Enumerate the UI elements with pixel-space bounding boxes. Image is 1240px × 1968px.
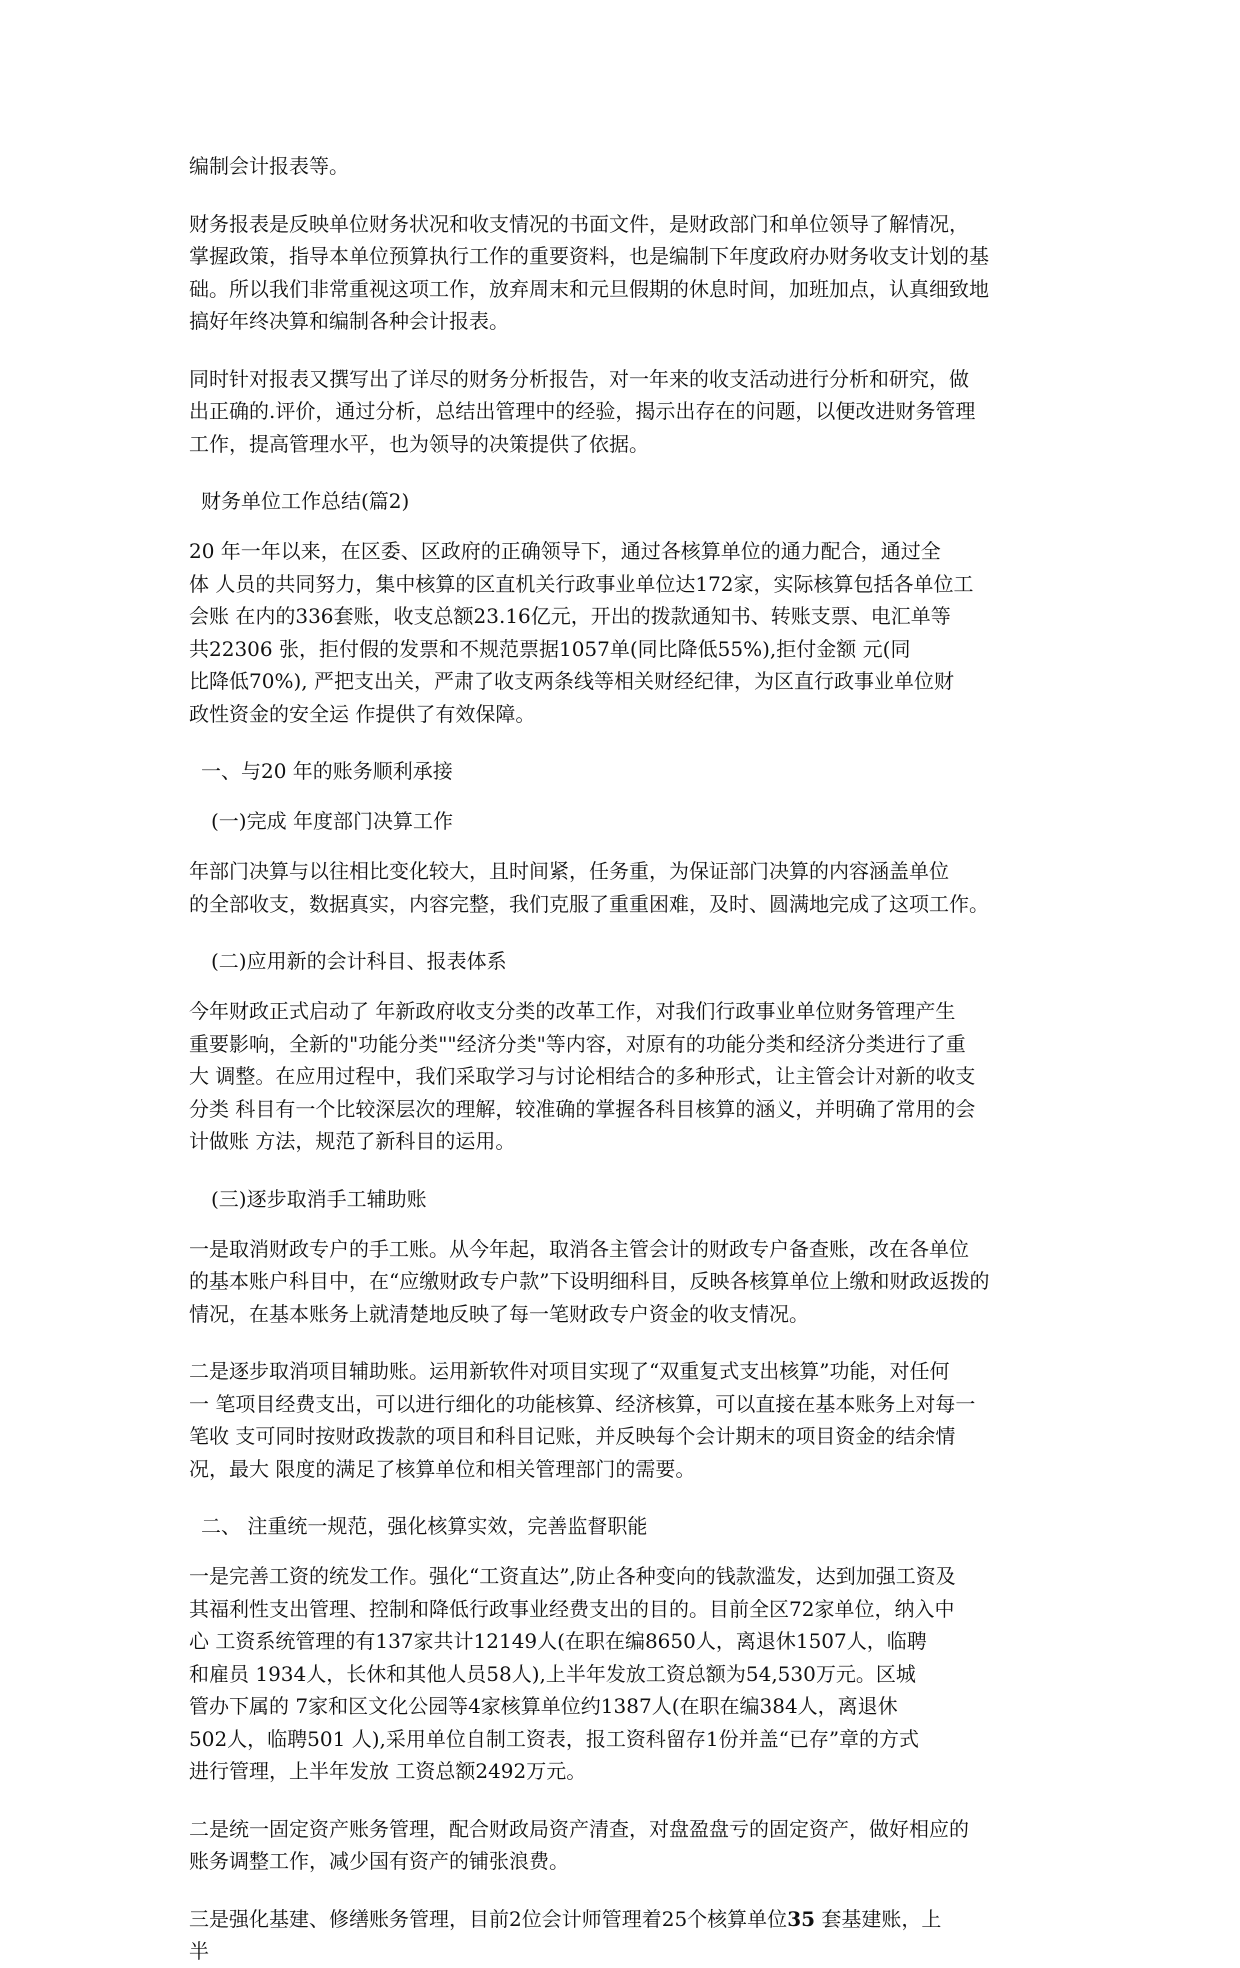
paragraph <box>189 855 1060 920</box>
paragraph-line: 财务报表是反映单位财务状况和收支情况的书面文件，是财政部门和单位领导了解情况， <box>189 211 969 236</box>
paragraph-line: 情况，在基本账务上就清楚地反映了每一笔财政专户资金的收支情况。 <box>189 1301 809 1326</box>
paragraph-line: 同时针对报表又撰写出了详尽的财务分析报告，对一年来的收支活动进行分析和研究，做 <box>189 366 969 391</box>
paragraph-line: 的基本账户科目中，在“应缴财政专户款”下设明细科目，反映各核算单位上缴和财政返拨的 <box>189 1269 990 1293</box>
paragraph-line: 心 工资系统管理的有137家共计12149人(在职在编8650人，离退休1507人，临聘 <box>189 1629 927 1653</box>
paragraph <box>189 363 1060 461</box>
bold-number: 35 <box>787 1906 816 1931</box>
paragraph-line: 计做账 方法，规范了新科目的运用。 <box>189 1129 516 1153</box>
paragraph-line: 础。所以我们非常重视这项工作，放弃周末和元旦假期的休息时间，加班加点，认真细致地 <box>189 276 989 301</box>
paragraph-line: 进行管理，上半年发放 工资总额2492万元。 <box>189 1759 587 1783</box>
paragraph-line: 今年财政正式启动了 年新政府收支分类的改革工作，对我们行政事业单位财务管理产生 <box>189 999 956 1023</box>
paragraph-line: 二是统一固定资产账务管理，配合财政局资产清查，对盘盈盘亏的固定资产，做好相应的 <box>189 1816 969 1841</box>
paragraph <box>189 1355 1060 1485</box>
paragraph-line: 体 人员的共同努力，集中核算的区直机关行政事业单位达172家，实际核算包括各单位工 <box>189 571 974 596</box>
paragraph-line: 分类 科目有一个比较深层次的理解，较准确的掌握各科目核算的涵义，并明确了常用的会 <box>189 1096 976 1121</box>
paragraph-line: 笔收 支可同时按财政拨款的项目和科目记账，并反映每个会计期末的项目资金的结余情 <box>189 1424 956 1448</box>
paragraph <box>189 1233 1060 1331</box>
paragraph-line: 一 笔项目经费支出，可以进行细化的功能核算、经济核算，可以直接在基本账务上对每一 <box>189 1391 976 1416</box>
paragraph <box>189 208 1060 338</box>
section-heading: (三)逐步取消手工辅助账 <box>211 1186 427 1211</box>
paragraph <box>189 1560 1060 1788</box>
paragraph-line: 的全部收支，数据真实，内容完整，我们克服了重重困难，及时、圆满地完成了这项工作。 <box>189 891 989 916</box>
section-heading: (二)应用新的会计科目、报表体系 <box>211 949 507 973</box>
paragraph-line: 工作，提高管理水平，也为领导的决策提供了依据。 <box>189 431 649 456</box>
paragraph <box>189 995 1060 1158</box>
paragraph-line: 一是完善工资的统发工作。强化“工资直达”,防止各种变向的钱款滥发，达到加强工资及 <box>189 1564 956 1588</box>
paragraph-line: 共22306 张，拒付假的发票和不规范票据1057单(同比降低55%),拒付金额 元(同 <box>189 636 911 661</box>
paragraph-line: 502人，临聘501 人),采用单位自制工资表，报工资科留存1份并盖“已存”章的方式 <box>189 1726 920 1751</box>
paragraph-line: 半 <box>189 1939 209 1963</box>
paragraph <box>189 150 1060 183</box>
paragraph-line: 比降低70%), 严把支出关，严肃了收支两条线等相关财经纪律，为区直行政事业单位财 <box>189 669 954 693</box>
paragraph-text: 套基建账，上 <box>815 1906 942 1931</box>
paragraph <box>189 1903 1060 1968</box>
paragraph-line: 重要影响，全新的"功能分类""经济分类"等内容，对原有的功能分类和经济分类进行了重 <box>189 1031 966 1056</box>
section-heading: 一、与20 年的账务顺利承接 <box>201 759 453 783</box>
paragraph-line: 一是取消财政专户的手工账。从今年起，取消各主管会计的财政专户备查账，改在各单位 <box>189 1236 969 1261</box>
paragraph-line: 况，最大 限度的满足了核算单位和相关管理部门的需要。 <box>189 1456 696 1481</box>
paragraph <box>189 535 1060 730</box>
paragraph-line: 其福利性支出管理、控制和降低行政事业经费支出的目的。目前全区72家单位，纳入中 <box>189 1596 955 1621</box>
paragraph-line: 和雇员 1934人，长休和其他人员58人),上半年发放工资总额为54,530万元。区城 <box>189 1661 916 1686</box>
paragraph-text: 三是强化基建、修缮账务管理，目前2位会计师管理着25个核算单位 <box>189 1906 788 1931</box>
paragraph-line: 20 年一年以来，在区委、区政府的正确领导下，通过各核算单位的通力配合，通过全 <box>189 539 941 563</box>
paragraph-line: 掌握政策，指导本单位预算执行工作的重要资料，也是编制下年度政府办财务收支计划的基 <box>189 244 989 268</box>
paragraph-line <box>189 1903 1060 1936</box>
paragraph-line: 会账 在内的336套账，收支总额23.16亿元，开出的拨款通知书、转账支票、电汇单等 <box>189 604 951 628</box>
section-heading: 二、 注重统一规范，强化核算实效，完善监督职能 <box>201 1514 648 1538</box>
paragraph-line: 管办下属的 7家和区文化公园等4家核算单位约1387人(在职在编384人，离退休 <box>189 1694 898 1718</box>
paragraph-line: 出正确的.评价，通过分析，总结出管理中的经验，揭示出存在的问题，以便改进财务管理 <box>189 399 976 423</box>
paragraph-line: 搞好年终决算和编制各种会计报表。 <box>189 309 509 333</box>
paragraph <box>189 1813 1060 1878</box>
paragraph-line: 大 调整。在应用过程中，我们采取学习与讨论相结合的多种形式，让主管会计对新的收支 <box>189 1064 976 1088</box>
paragraph-line: 年部门决算与以往相比变化较大，且时间紧，任务重，为保证部门决算的内容涵盖单位 <box>189 859 949 883</box>
section-heading: 财务单位工作总结(篇2) <box>201 489 410 513</box>
paragraph-line: 账务调整工作，减少国有资产的铺张浪费。 <box>189 1849 569 1873</box>
paragraph-line: 编制会计报表等。 <box>189 154 349 178</box>
section-heading: (一)完成 年度部门决算工作 <box>211 809 453 833</box>
paragraph-line: 政性资金的安全运 作提供了有效保障。 <box>189 701 536 726</box>
paragraph-line: 二是逐步取消项目辅助账。运用新软件对项目实现了“双重复式支出核算”功能，对任何 <box>189 1359 950 1383</box>
